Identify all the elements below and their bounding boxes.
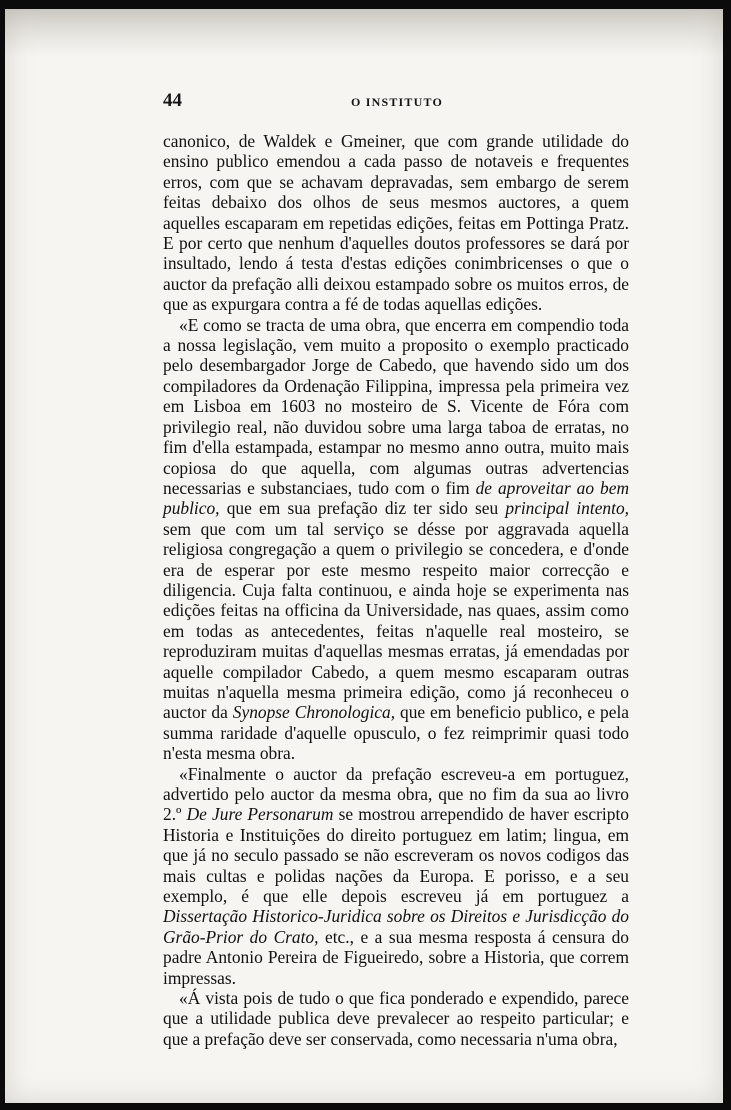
text-run: canonico, de Waldek e Gmeiner, que com grande utilidade do ensino publico emendou a cada passo de notaveis e frequentes erros, com que se achavam depravadas, sem embargo de serem feitas debaixo dos olhos de seus mesmos auctores, a quem aquelles escaparam em repetidas edições, feitas em Pottinga Pratz. E por certo que nenhum d'aquelles doutos professores se dará por insultado, lendo á testa d'estas edições conimbricenses o que o auctor da prefação alli deixou estampado sobre os muitos erros, de que as expurgara contra a fé de todas aquellas edições. <box>163 131 629 315</box>
page-header <box>163 90 629 112</box>
running-title: O INSTITUTO <box>351 95 444 109</box>
paragraph <box>163 764 629 988</box>
italic-phrase: de aproveitar ao bem publico, <box>163 477 630 519</box>
text-run: que em beneficio publico, e pela summa raridade d'aquelle opusculo, o fez reimprimir quasi todo n'esta mesma obra. <box>163 702 630 764</box>
text-run: etc., e a sua mesma resposta á censura do padre Antonio Pereira de Figueiredo, sobre a Historia, que correm impressas. <box>163 926 629 988</box>
text-run: sem que com um tal serviço se désse por aggravada aquella religiosa congregação a quem o privilegio se concedera, e d'onde era de esperar por este mesmo respeito maior correcção e diligencia. Cuja falta continuou, e ainda hoje se experimenta nas edições feitas na officina da Universidade, nas quaes, assim como em todas as antecedentes, feitas n'aquelle real mosteiro, se reproduziram muitas d'aquellas mesmas erratas, já emendadas por aquelle compilador Cabedo, a quem mesmo escaparam outras muitas n'aquella mesma primeira edição, como já reconheceu o auctor da <box>163 518 629 723</box>
paragraph <box>163 988 629 1049</box>
text-run: «E como se tracta de uma obra, que encerra em compendio toda a nossa legislação, vem muito a proposito o exemplo practicado pelo desembargador Jorge de Cabedo, que havendo sido um dos compiladores da Ordenação Filippina, impressa pela primeira vez em Lisboa em 1603 no mosteiro de S. Vicente de Fóra com privilegio real, não duvidou sobre uma larga taboa de erratas, no fim d'ella estampada, estampar no mesmo anno outra, muito mais copiosa do que aquella, com algumas outras advertencias necessarias e substanciaes, tudo com o fim <box>163 314 629 498</box>
text-run: que em sua prefação diz ter sido seu <box>219 498 506 519</box>
scan-shadow <box>5 9 723 57</box>
text-run: «Á vista pois de tudo o que fica ponderado e expendido, parece que a utilidade publica deve prevalecer ao respeito particular; e que a prefação deve ser conservada, como necessaria n'uma obra, <box>163 988 629 1049</box>
text-run: «Finalmente o auctor da prefação escreveu-a em portuguez, advertido pelo auctor da mesma obra, que no fim da sua ao livro 2.º <box>163 763 629 825</box>
paragraph <box>163 315 629 764</box>
body-text <box>163 131 629 1049</box>
italic-title: De Jure Personarum <box>186 804 334 825</box>
italic-title: Dissertação Historico-Juridica sobre os Direitos e Jurisdicção do Grão-Prior do Crato, <box>163 906 629 947</box>
italic-phrase: principal intento, <box>505 498 629 519</box>
paragraph <box>163 131 629 315</box>
italic-title: Synopse Chronologica, <box>232 702 396 723</box>
text-run: se mostrou arrependido de haver escripto Historia e Instituições do direito portuguez em latim; lingua, em que já no seculo passado se não escreveram os novos codigos das mais cultas e polidas nações da Europa. E porisso, e a seu exemplo, é que elle depois escreveu já em portuguez a <box>163 804 629 907</box>
page-number: 44 <box>163 90 182 111</box>
